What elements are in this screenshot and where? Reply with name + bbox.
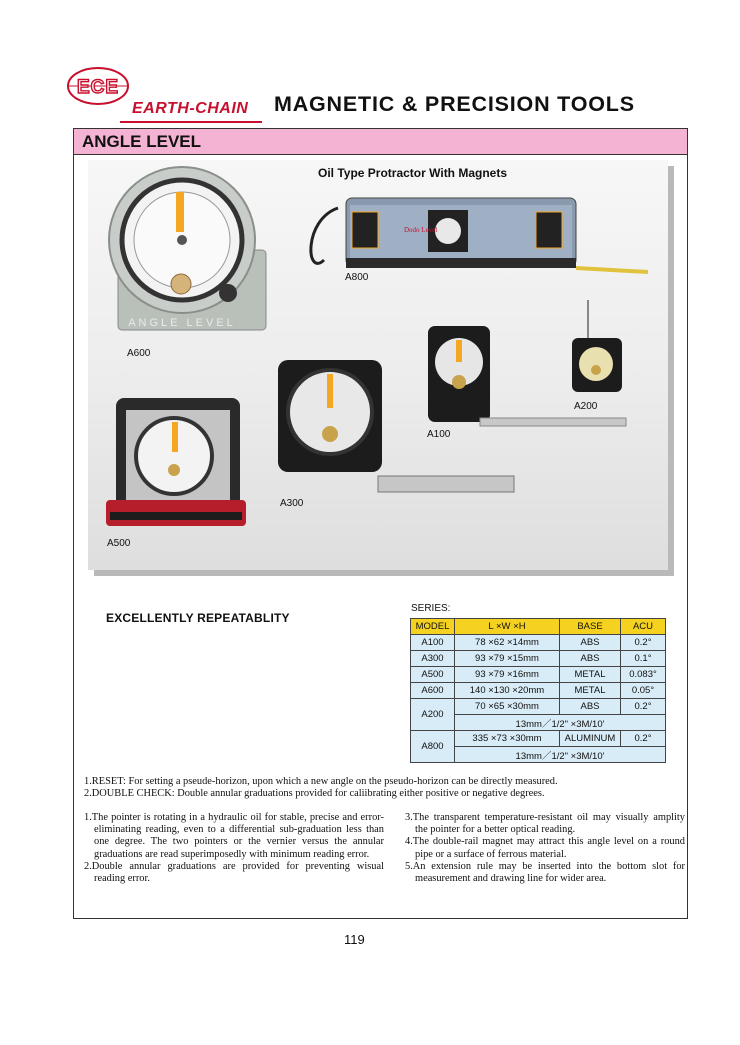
cell-model: A200 [411, 699, 455, 731]
feature-5: 5.An extension rule may be inserted into the bottom slot for measurement and drawing line for wider area. [405, 860, 685, 885]
note-double-check: 2.DOUBLE CHECK: Double annular graduations provided for caliibrating either positive or negative degrees. [84, 788, 545, 800]
cell-base: ABS [560, 635, 621, 651]
feature-2: 2.Double annular graduations are provided for preventing wisual reading error. [84, 860, 384, 885]
brand-name: EARTH-CHAIN [132, 100, 249, 117]
features-left-column [84, 812, 384, 885]
features-right-column [405, 812, 685, 885]
cell-tape: 13mm／1/2" ×3M/10' [455, 715, 666, 731]
cell-dims: 78 ×62 ×14mm [455, 635, 560, 651]
cell-tape: 13mm／1/2" ×3M/10' [455, 747, 666, 763]
cell-model: A800 [411, 731, 455, 763]
page-title: MAGNETIC & PRECISION TOOLS [274, 92, 635, 116]
svg-text:ECE: ECE [76, 77, 120, 98]
cell-dims: 93 ×79 ×15mm [455, 651, 560, 667]
cell-acu: 0.2° [621, 635, 666, 651]
cell-model: A300 [411, 651, 455, 667]
col-model: MODEL [411, 619, 455, 635]
col-dims: L ×W ×H [455, 619, 560, 635]
series-table [410, 618, 666, 763]
cell-dims: 93 ×79 ×16mm [455, 667, 560, 683]
a600-device [109, 167, 266, 330]
a600-base-text: ANGLE LEVEL [128, 317, 236, 329]
note-reset: 1.RESET: For setting a pseude-horizon, upon which a new angle on the pseudo-horizon can be directly measured. [84, 776, 558, 787]
label-a100: A100 [427, 429, 451, 440]
cell-acu: 0.05° [621, 683, 666, 699]
repeatability-heading: EXCELLENTLY REPEATABLITY [106, 611, 290, 625]
table-row [411, 635, 666, 651]
cell-acu: 0.083° [621, 667, 666, 683]
label-a600: A600 [127, 348, 151, 359]
label-a200: A200 [574, 401, 598, 412]
photo-caption: Oil Type Protractor With Magnets [318, 166, 508, 180]
section-title: ANGLE LEVEL [82, 132, 202, 151]
cell-acu: 0.2° [621, 699, 666, 715]
col-base: BASE [560, 619, 621, 635]
cell-base: METAL [560, 683, 621, 699]
series-label: SERIES: [411, 603, 451, 614]
table-row [411, 667, 666, 683]
ece-logo [66, 66, 130, 106]
label-a800: A800 [345, 272, 369, 283]
cell-dims: 140 ×130 ×20mm [455, 683, 560, 699]
cell-acu: 0.1° [621, 651, 666, 667]
cell-acu: 0.2° [621, 731, 666, 747]
feature-1: 1.The pointer is rotating in a hydraulic oil for stable, precise and error-eliminating reading, even to a differential sub-graduation less than one degree. The two pointers or the vernier versus the annular graduations are read superimposedly with minimum reading error. [84, 812, 384, 860]
table-row [411, 699, 666, 715]
label-a300: A300 [280, 498, 304, 509]
notes-block [84, 776, 684, 800]
cell-base: ABS [560, 699, 621, 715]
cell-base: METAL [560, 667, 621, 683]
feature-4: 4.The double-rail magnet may attract this angle level on a round pipe or a surface of ferrous material. [405, 836, 685, 860]
label-a500: A500 [107, 538, 131, 549]
cell-dims: 70 ×65 ×30mm [455, 699, 560, 715]
cell-model: A500 [411, 667, 455, 683]
table-row [411, 731, 666, 747]
feature-3: 3.The transparent temperature-resistant oil may visually amplity the pointer for a better optical reading. [405, 812, 685, 836]
table-header-row [411, 619, 666, 635]
table-row [411, 683, 666, 699]
page-number: 119 [344, 932, 365, 947]
brand-underline [120, 121, 262, 123]
product-photo [88, 160, 668, 570]
product-illustration [88, 160, 668, 570]
a200-device [572, 300, 622, 392]
cell-dims: 335 ×73 ×30mm [455, 731, 560, 747]
a500-device [106, 398, 246, 526]
cell-model: A100 [411, 635, 455, 651]
a800-device [311, 198, 648, 272]
cell-base: ALUMINUM [560, 731, 621, 747]
a800-brand-text: Dodo Level [404, 226, 438, 234]
cell-model: A600 [411, 683, 455, 699]
col-acu: ACU [621, 619, 666, 635]
cell-base: ABS [560, 651, 621, 667]
table-row [411, 651, 666, 667]
